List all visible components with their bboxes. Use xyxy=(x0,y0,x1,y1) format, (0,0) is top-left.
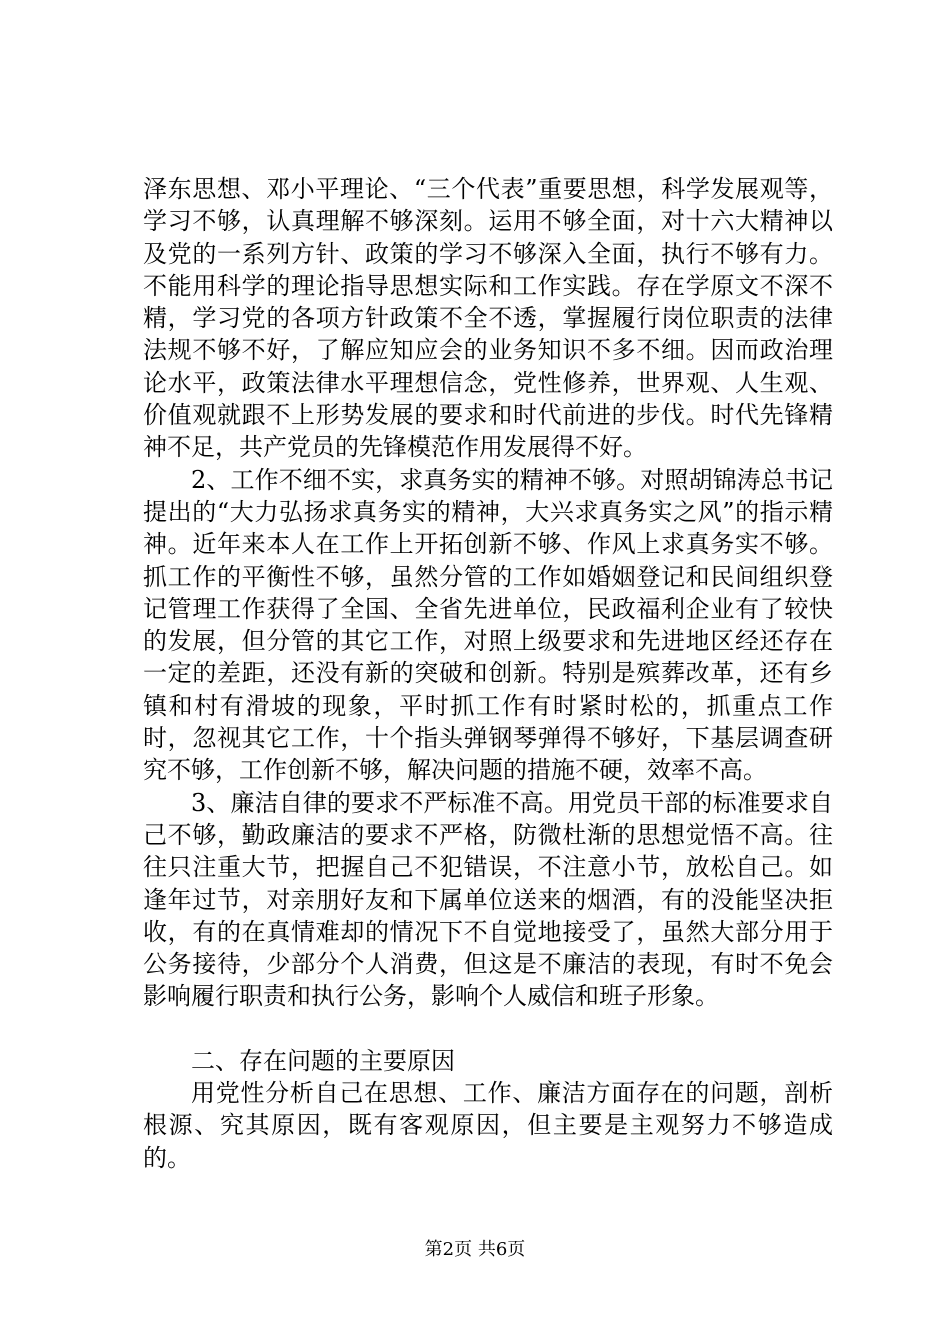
paragraph-continuation: 泽东思想、邓小平理论、“三个代表”重要思想，科学发展观等，学习不够，认真理解不够深刻。运用不够全面，对十六大精神以及党的一系列方针、政策的学习不够深入全面，执行不够有力。不能用科学的理论指导思想实际和工作实践。存在学原文不深不精，学习党的各项方针政策不全不透，掌握履行岗位职责的法律法规不够不好，了解应知应会的业务知识不多不细。因而政治理论水平，政策法律水平理想信念，党性修养，世界观、人生观、价值观就跟不上形势发展的要求和时代前进的步伐。时代先锋精神不足，共产党员的先锋模范作用发展得不好。 xyxy=(143,175,833,462)
document-body xyxy=(143,173,833,1174)
paragraph-section-2-body: 用党性分析自己在思想、工作、廉洁方面存在的问题，剖析根源、究其原因，既有客观原因，但主要是主观努力不够造成的。 xyxy=(143,1079,833,1172)
section-heading: 二、存在问题的主要原因 xyxy=(191,1046,455,1075)
page-number-footer: 第2页 共6页 xyxy=(424,1239,526,1260)
paragraph-point-2: 2、工作不细不实，求真务实的精神不够。对照胡锦涛总书记提出的“大力弘扬求真务实的精神，大兴求真务实之风”的指示精神。近年来本人在工作上开拓创新不够、作风上求真务实不够。抓工作的平衡性不够，虽然分管的工作如婚姻登记和民间组织登记管理工作获得了全国、全省先进单位，民政福利企业有了较快的发展，但分管的其它工作，对照上级要求和先进地区经还存在一定的差距，还没有新的突破和创新。特别是殡葬改革，还有乡镇和村有滑坡的现象，平时抓工作有时紧时松的，抓重点工作时，忽视其它工作，十个指头弹钢琴弹得不够好，下基层调查研究不够，工作创新不够，解决问题的措施不硬，效率不高。 xyxy=(143,465,833,785)
paragraph-point-3: 3、廉洁自律的要求不严标准不高。用党员干部的标准要求自己不够，勤政廉洁的要求不严格，防微杜渐的思想觉悟不高。往往只注重大节，把握自己不犯错误，不注意小节，放松自己。如逢年过节，对亲朋好友和下属单位送来的烟酒，有的没能坚决拒收，有的在真情难却的情况下不自觉地接受了，虽然大部分用于公务接待，少部分个人消费，但这是不廉洁的表现，有时不免会影响履行职责和执行公务，影响个人威信和班子形象。 xyxy=(143,788,833,1011)
